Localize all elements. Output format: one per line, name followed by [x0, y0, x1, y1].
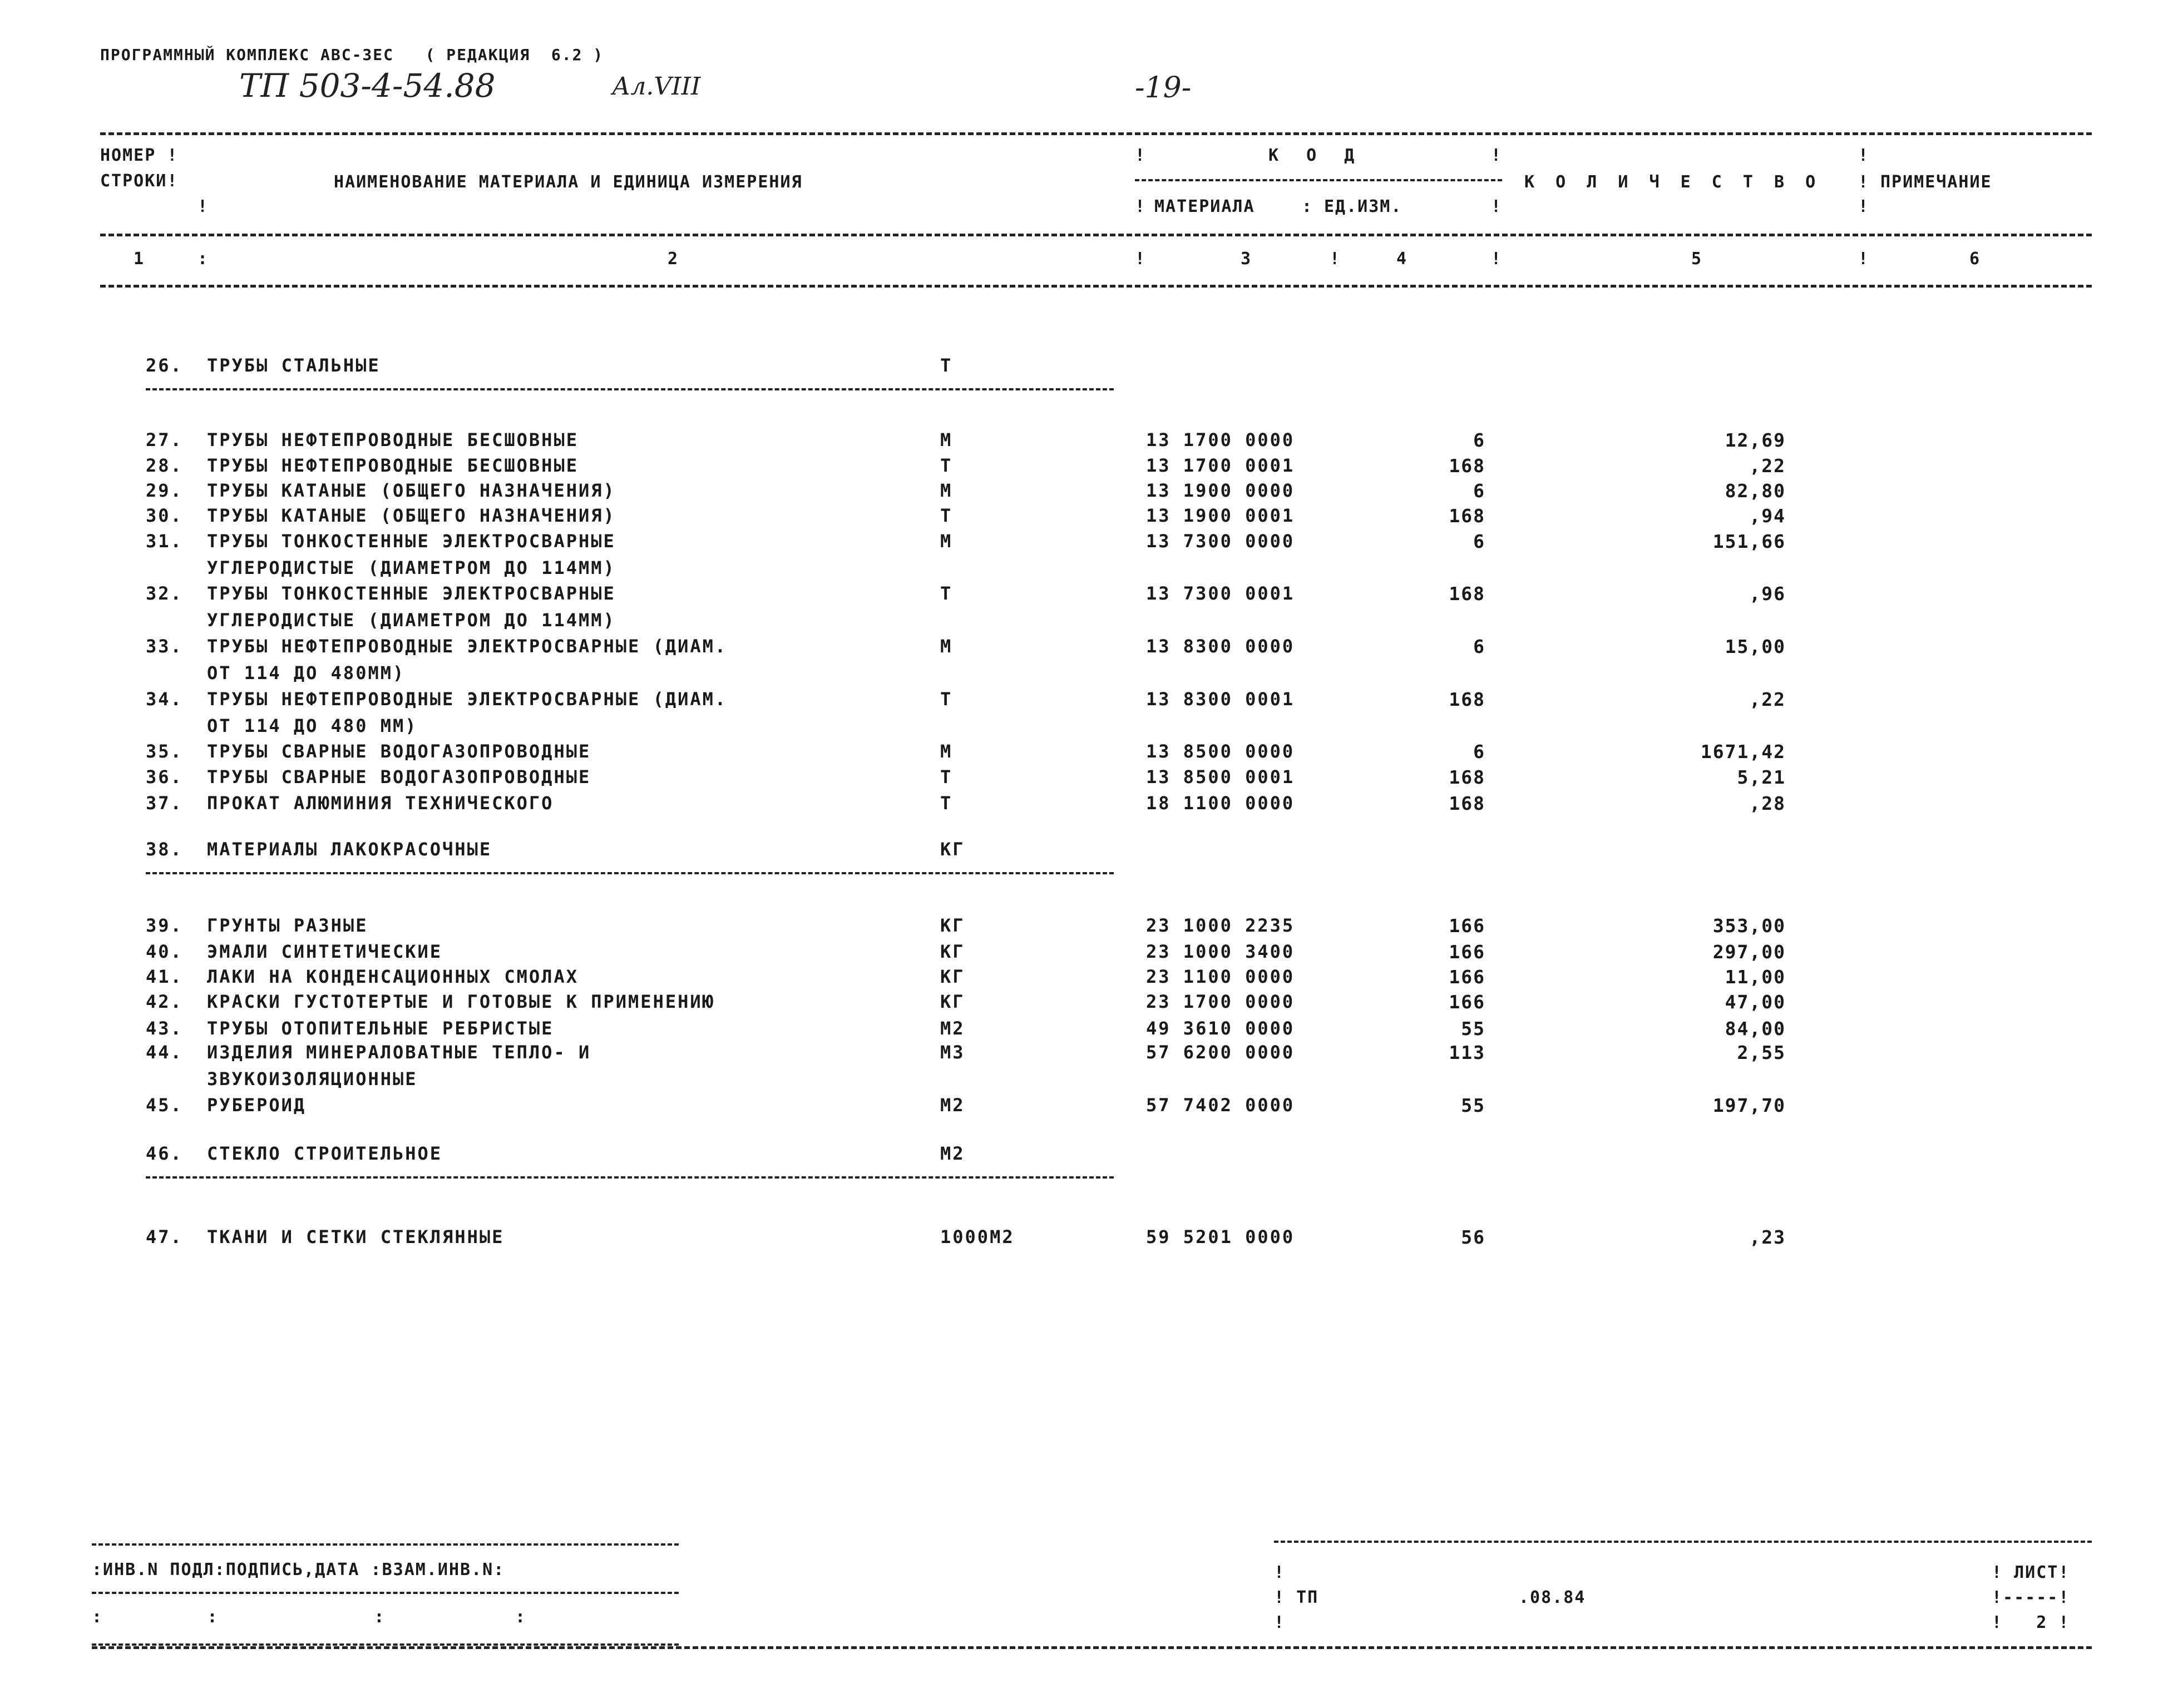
unit-code: 113: [1449, 1042, 1485, 1063]
material-name: ТКАНИ И СЕТКИ СТЕКЛЯННЫЕ: [207, 1226, 505, 1247]
header-bottom-rule: [100, 285, 2092, 288]
unit-code: 166: [1449, 915, 1485, 937]
quantity: ,96: [1749, 583, 1786, 605]
quantity: 2,55: [1737, 1042, 1786, 1063]
unit-code: 168: [1449, 689, 1485, 710]
unit-of-measure: М2: [940, 1095, 965, 1116]
col-num-3: 3: [1241, 249, 1252, 269]
group-underline: [146, 872, 1114, 874]
quantity: 197,70: [1712, 1095, 1786, 1116]
header-mid-rule: [100, 234, 2092, 236]
material-code: 23 1700 0000: [1146, 991, 1295, 1012]
material-name: ТРУБЫ КАТАНЫЕ (ОБЩЕГО НАЗНАЧЕНИЯ): [207, 505, 616, 526]
col-quantity-header: К О Л И Ч Е С Т В О: [1524, 172, 1821, 192]
unit-of-measure: Т: [940, 793, 953, 814]
material-code: 13 1900 0000: [1146, 480, 1295, 501]
unit-of-measure: М3: [940, 1042, 965, 1063]
quantity: 47,00: [1725, 991, 1786, 1013]
material-name: ПРОКАТ АЛЮМИНИЯ ТЕХНИЧЕСКОГО: [207, 793, 554, 814]
row-number: 30.: [146, 505, 183, 526]
footer-left-top-rule: [92, 1543, 679, 1546]
unit-of-measure: М: [940, 429, 953, 450]
quantity: 15,00: [1725, 636, 1786, 657]
footer-right-marker-top: !: [1274, 1563, 1286, 1582]
row-number: 38.: [146, 839, 183, 860]
sheet-number: ! 2 !: [1992, 1613, 2070, 1632]
material-name: КРАСКИ ГУСТОТЕРТЫЕ И ГОТОВЫЕ К ПРИМЕНЕНИЮ: [207, 991, 715, 1012]
header-top-rule: [100, 132, 2092, 135]
row-number: 33.: [146, 636, 183, 657]
material-name: ТРУБЫ НЕФТЕПРОВОДНЫЕ ЭЛЕКТРОСВАРНЫЕ (ДИАМ.: [207, 636, 728, 657]
unit-of-measure: М2: [940, 1018, 965, 1039]
footer-left-cells: : : : :: [92, 1607, 529, 1627]
unit-of-measure: КГ: [940, 941, 965, 962]
quantity: 297,00: [1712, 941, 1786, 963]
material-name: ЭМАЛИ СИНТЕТИЧЕСКИЕ: [207, 941, 443, 962]
col-num-2: 2: [668, 249, 679, 269]
material-code: 13 7300 0000: [1146, 531, 1295, 552]
material-code: 13 1900 0001: [1146, 505, 1295, 526]
material-name-cont: УГЛЕРОДИСТЫЕ (ДИАМЕТРОМ ДО 114ММ): [207, 557, 616, 578]
material-name: ТРУБЫ НЕФТЕПРОВОДНЫЕ БЕСШОВНЫЕ: [207, 429, 579, 450]
row-number: 26.: [146, 355, 183, 376]
row-number: 31.: [146, 531, 183, 552]
unit-code: 6: [1473, 531, 1485, 552]
unit-code: 168: [1449, 505, 1485, 527]
handwritten-album: Ал.VIII: [612, 72, 701, 101]
quantity: 151,66: [1712, 531, 1786, 552]
unit-code: 55: [1461, 1018, 1485, 1039]
material-code: 13 8500 0000: [1146, 741, 1295, 762]
material-code: 23 1000 3400: [1146, 941, 1295, 962]
material-code: 18 1100 0000: [1146, 793, 1295, 814]
quantity: 11,00: [1725, 966, 1786, 988]
col-num-1: 1: [134, 249, 145, 269]
material-code: 59 5201 0000: [1146, 1226, 1295, 1247]
row-number: 29.: [146, 480, 183, 501]
col-name-header: НАИМЕНОВАНИЕ МАТЕРИАЛА И ЕДИНИЦА ИЗМЕРЕНИЯ: [334, 172, 803, 192]
row-number: 46.: [146, 1143, 183, 1164]
unit-code: 6: [1473, 636, 1485, 657]
row-number: 45.: [146, 1095, 183, 1116]
unit-of-measure: Т: [940, 455, 953, 476]
row-number: 37.: [146, 793, 183, 814]
col-code-material: МАТЕРИАЛА: [1154, 197, 1255, 216]
row-number: 42.: [146, 991, 183, 1012]
row-number: 41.: [146, 966, 183, 987]
col-num-4: 4: [1396, 249, 1408, 269]
footer-right-top-rule: [1274, 1541, 2092, 1543]
row-number: 32.: [146, 583, 183, 604]
quantity: ,94: [1749, 505, 1786, 527]
material-name: СТЕКЛО СТРОИТЕЛЬНОЕ: [207, 1143, 443, 1164]
quantity: 82,80: [1725, 480, 1786, 502]
material-name: ЛАКИ НА КОНДЕНСАЦИОННЫХ СМОЛАХ: [207, 966, 579, 987]
unit-code: 168: [1449, 793, 1485, 814]
material-code: 13 1700 0001: [1146, 455, 1295, 476]
material-code: 49 3610 0000: [1146, 1018, 1295, 1039]
unit-code: 166: [1449, 991, 1485, 1013]
material-code: 23 1000 2235: [1146, 915, 1295, 936]
material-name: РУБЕРОИД: [207, 1095, 307, 1116]
unit-of-measure: Т: [940, 505, 953, 526]
group-underline: [146, 388, 1114, 390]
unit-of-measure: Т: [940, 355, 953, 376]
sheet-label: ! ЛИСТ!: [1992, 1563, 2070, 1582]
material-name: ТРУБЫ СВАРНЫЕ ВОДОГАЗОПРОВОДНЫЕ: [207, 741, 591, 762]
quantity: ,23: [1749, 1226, 1786, 1248]
material-name: ТРУБЫ ОТОПИТЕЛЬНЫЕ РЕБРИСТЫЕ: [207, 1018, 554, 1039]
group-underline: [146, 1176, 1114, 1179]
unit-code: 6: [1473, 480, 1485, 502]
row-number: 47.: [146, 1226, 183, 1247]
material-name: ТРУБЫ СТАЛЬНЫЕ: [207, 355, 381, 376]
material-name: МАТЕРИАЛЫ ЛАКОКРАСОЧНЫЕ: [207, 839, 492, 860]
material-code: 13 8300 0001: [1146, 689, 1295, 710]
unit-code: 6: [1473, 741, 1485, 763]
quantity: ,28: [1749, 793, 1786, 814]
unit-of-measure: Т: [940, 766, 953, 788]
col-num-5: 5: [1691, 249, 1703, 269]
col-note-header: ПРИМЕЧАНИЕ: [1880, 172, 1992, 192]
unit-code: 166: [1449, 941, 1485, 963]
quantity: 1671,42: [1700, 741, 1786, 763]
row-number: 36.: [146, 766, 183, 788]
material-code: 13 1700 0000: [1146, 429, 1295, 450]
material-name-cont: УГЛЕРОДИСТЫЕ (ДИАМЕТРОМ ДО 114ММ): [207, 610, 616, 631]
unit-code: 55: [1461, 1095, 1485, 1116]
material-name: ТРУБЫ ТОНКОСТЕННЫЕ ЭЛЕКТРОСВАРНЫЕ: [207, 531, 616, 552]
material-name: ТРУБЫ КАТАНЫЕ (ОБЩЕГО НАЗНАЧЕНИЯ): [207, 480, 616, 501]
row-number: 40.: [146, 941, 183, 962]
unit-of-measure: М: [940, 636, 953, 657]
material-name-cont: ОТ 114 ДО 480ММ): [207, 662, 406, 684]
material-name: ТРУБЫ СВАРНЫЕ ВОДОГАЗОПРОВОДНЫЕ: [207, 766, 591, 788]
page-number: -19-: [1135, 71, 1192, 105]
row-number: 44.: [146, 1042, 183, 1063]
footer-left-mid-rule: [92, 1592, 679, 1594]
handwritten-code: ТП 503-4-54.88: [239, 67, 496, 105]
unit-code: 56: [1461, 1226, 1485, 1248]
quantity: ,22: [1749, 689, 1786, 710]
unit-of-measure: 1000М2: [940, 1226, 1015, 1247]
material-code: 13 8500 0001: [1146, 766, 1295, 788]
unit-of-measure: М: [940, 741, 953, 762]
unit-code: 168: [1449, 583, 1485, 605]
unit-of-measure: КГ: [940, 991, 965, 1012]
unit-code: 166: [1449, 966, 1485, 988]
unit-of-measure: Т: [940, 689, 953, 710]
quantity: 353,00: [1712, 915, 1786, 937]
row-number: 27.: [146, 429, 183, 450]
unit-of-measure: КГ: [940, 915, 965, 936]
col-code-group: К О Д: [1268, 146, 1364, 165]
col-code-unit: ЕД.ИЗМ.: [1324, 197, 1402, 216]
material-code: 57 7402 0000: [1146, 1095, 1295, 1116]
row-number: 39.: [146, 915, 183, 936]
material-code: 23 1100 0000: [1146, 966, 1295, 987]
footer-left-header: :ИНВ.N ПОДЛ:ПОДПИСЬ,ДАТА :ВЗАМ.ИНВ.N:: [92, 1560, 505, 1580]
col-number-line1: НОМЕР !: [100, 146, 179, 165]
row-number: 35.: [146, 741, 183, 762]
unit-of-measure: М: [940, 480, 953, 501]
code-subrule: [1135, 179, 1502, 181]
material-name: ТРУБЫ НЕФТЕПРОВОДНЫЕ ЭЛЕКТРОСВАРНЫЕ (ДИАМ.: [207, 689, 728, 710]
program-line: ПРОГРАММНЫЙ КОМПЛЕКС АВС-ЗЕС ( РЕДАКЦИЯ 6.2 ): [100, 46, 604, 64]
footer-bottom-rule: [92, 1646, 2092, 1649]
material-name: ТРУБЫ ТОНКОСТЕННЫЕ ЭЛЕКТРОСВАРНЫЕ: [207, 583, 616, 604]
material-code: 13 8300 0000: [1146, 636, 1295, 657]
material-name: ГРУНТЫ РАЗНЫЕ: [207, 915, 368, 936]
row-number: 28.: [146, 455, 183, 476]
row-number: 34.: [146, 689, 183, 710]
quantity: ,22: [1749, 455, 1786, 477]
material-name-cont: ЗВУКОИЗОЛЯЦИОННЫЕ: [207, 1068, 418, 1090]
unit-of-measure: М: [940, 531, 953, 552]
row-number: 43.: [146, 1018, 183, 1039]
quantity: 12,69: [1725, 429, 1786, 451]
footer-right-tp: ! ТП: [1274, 1588, 1319, 1607]
footer-left-bottom-rule: [92, 1643, 679, 1646]
material-name: ИЗДЕЛИЯ МИНЕРАЛОВАТНЫЕ ТЕПЛО- И: [207, 1042, 591, 1063]
material-code: 13 7300 0001: [1146, 583, 1295, 604]
quantity: 84,00: [1725, 1018, 1786, 1039]
unit-of-measure: М2: [940, 1143, 965, 1164]
col-number-line3: !: [197, 197, 209, 216]
material-name-cont: ОТ 114 ДО 480 ММ): [207, 715, 418, 736]
quantity: 5,21: [1737, 766, 1786, 788]
unit-of-measure: КГ: [940, 839, 965, 860]
unit-code: 168: [1449, 766, 1485, 788]
sheet-separator: !-----!: [1992, 1588, 2070, 1607]
col-number-line2: СТРОКИ!: [100, 171, 179, 191]
footer-right-marker-bottom: !: [1274, 1613, 1286, 1632]
col-num-6: 6: [1969, 249, 1981, 269]
unit-of-measure: КГ: [940, 966, 965, 987]
unit-code: 168: [1449, 455, 1485, 477]
material-name: ТРУБЫ НЕФТЕПРОВОДНЫЕ БЕСШОВНЫЕ: [207, 455, 579, 476]
material-code: 57 6200 0000: [1146, 1042, 1295, 1063]
footer-right-code: .08.84: [1519, 1588, 1586, 1607]
unit-of-measure: Т: [940, 583, 953, 604]
unit-code: 6: [1473, 429, 1485, 451]
